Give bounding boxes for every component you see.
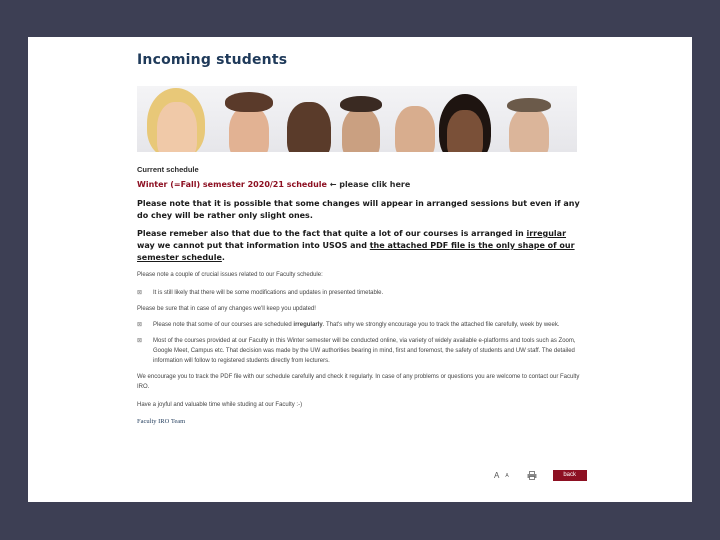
- students-banner-image: [137, 86, 577, 152]
- pdf-only-shape-text: the attached PDF file is the only shape of our semester schedule: [137, 241, 575, 262]
- usos-note-part-1: Please remeber also that due to the fact that quite a lot of our courses is arranged in: [137, 229, 527, 238]
- banner-face-1: [157, 102, 197, 152]
- click-here-hint: ← please clik here: [326, 180, 411, 189]
- encourage-paragraph: We encourage you to track the PDF file with our schedule carefully and check it regularly. In case of any problems or questions you are welcome to contact our Faculty IRO.: [137, 374, 580, 390]
- banner-face-3: [287, 102, 331, 152]
- font-size-large-button[interactable]: A: [494, 471, 500, 480]
- bullet-text: [153, 320, 560, 330]
- banner-hair-7: [507, 98, 551, 112]
- joyful-line: Have a joyful and valuable time while studing at our Faculty :-): [137, 402, 303, 408]
- usos-note-part-2: way we cannot put that information into USOS and: [137, 241, 370, 250]
- usos-note-part-3: .: [221, 253, 225, 262]
- bullet-text: It is still likely that there will be some modifications and updates in presented timetable.: [153, 290, 384, 296]
- winter-schedule-link[interactable]: Winter (=Fall) semester 2020/21 schedule: [137, 180, 327, 189]
- page-tools: [494, 470, 587, 481]
- checkbox-bullet-icon: ⊠: [137, 290, 143, 296]
- content-page: [28, 37, 692, 502]
- checkbox-bullet-icon: ⊠: [137, 322, 143, 328]
- banner-face-7: [509, 108, 549, 152]
- bullet-text-part: . That's why we strongly encourage you to track the attached file carefully, week by week.: [322, 322, 560, 328]
- signature-team: Faculty IRO Team: [137, 418, 186, 425]
- banner-face-2: [229, 106, 269, 152]
- crucial-issues-intro: Please note a couple of crucial issues related to our Faculty schedule:: [137, 272, 323, 278]
- irregularly-bold: irregularly: [293, 322, 323, 328]
- update-line: Please be sure that in case of any changes we'll keep you updated!: [137, 306, 316, 312]
- list-item: [137, 320, 582, 330]
- irregular-text: irregular: [526, 229, 567, 238]
- banner-hair-2: [225, 92, 273, 112]
- schedule-content: [137, 165, 582, 425]
- checkbox-bullet-icon: ⊠: [137, 338, 143, 344]
- current-schedule-heading: Current schedule: [137, 165, 199, 174]
- banner-hair-4: [340, 96, 382, 112]
- list-item: [137, 336, 582, 366]
- printer-icon[interactable]: [527, 471, 537, 480]
- usos-note: [137, 228, 582, 264]
- font-size-small-button[interactable]: A: [505, 472, 509, 479]
- bullet-text-part: Please note that some of our courses are scheduled: [153, 322, 294, 328]
- banner-face-4: [342, 108, 380, 152]
- page-title: Incoming students: [137, 52, 288, 68]
- banner-face-6: [447, 110, 483, 152]
- winter-schedule-link-line: [137, 180, 582, 189]
- back-button[interactable]: back: [553, 470, 587, 481]
- list-item: [137, 288, 582, 298]
- bullet-text: Most of the courses provided at our Faculty in this Winter semester will be conducted online, via variety of widely available e-platforms and tools such as Zoom, Google Meet, Campus etc. That decision was made by the UW authorities bearing in mind, first and foremost, the safety of students and UW staff. The detailed information will follow to registered students directly from lecturers.: [153, 338, 576, 364]
- banner-face-5: [395, 106, 435, 152]
- changes-note: Please note that it is possible that some changes will appear in arranged sessions but even if any do chey will be rather only slight ones.: [137, 199, 580, 220]
